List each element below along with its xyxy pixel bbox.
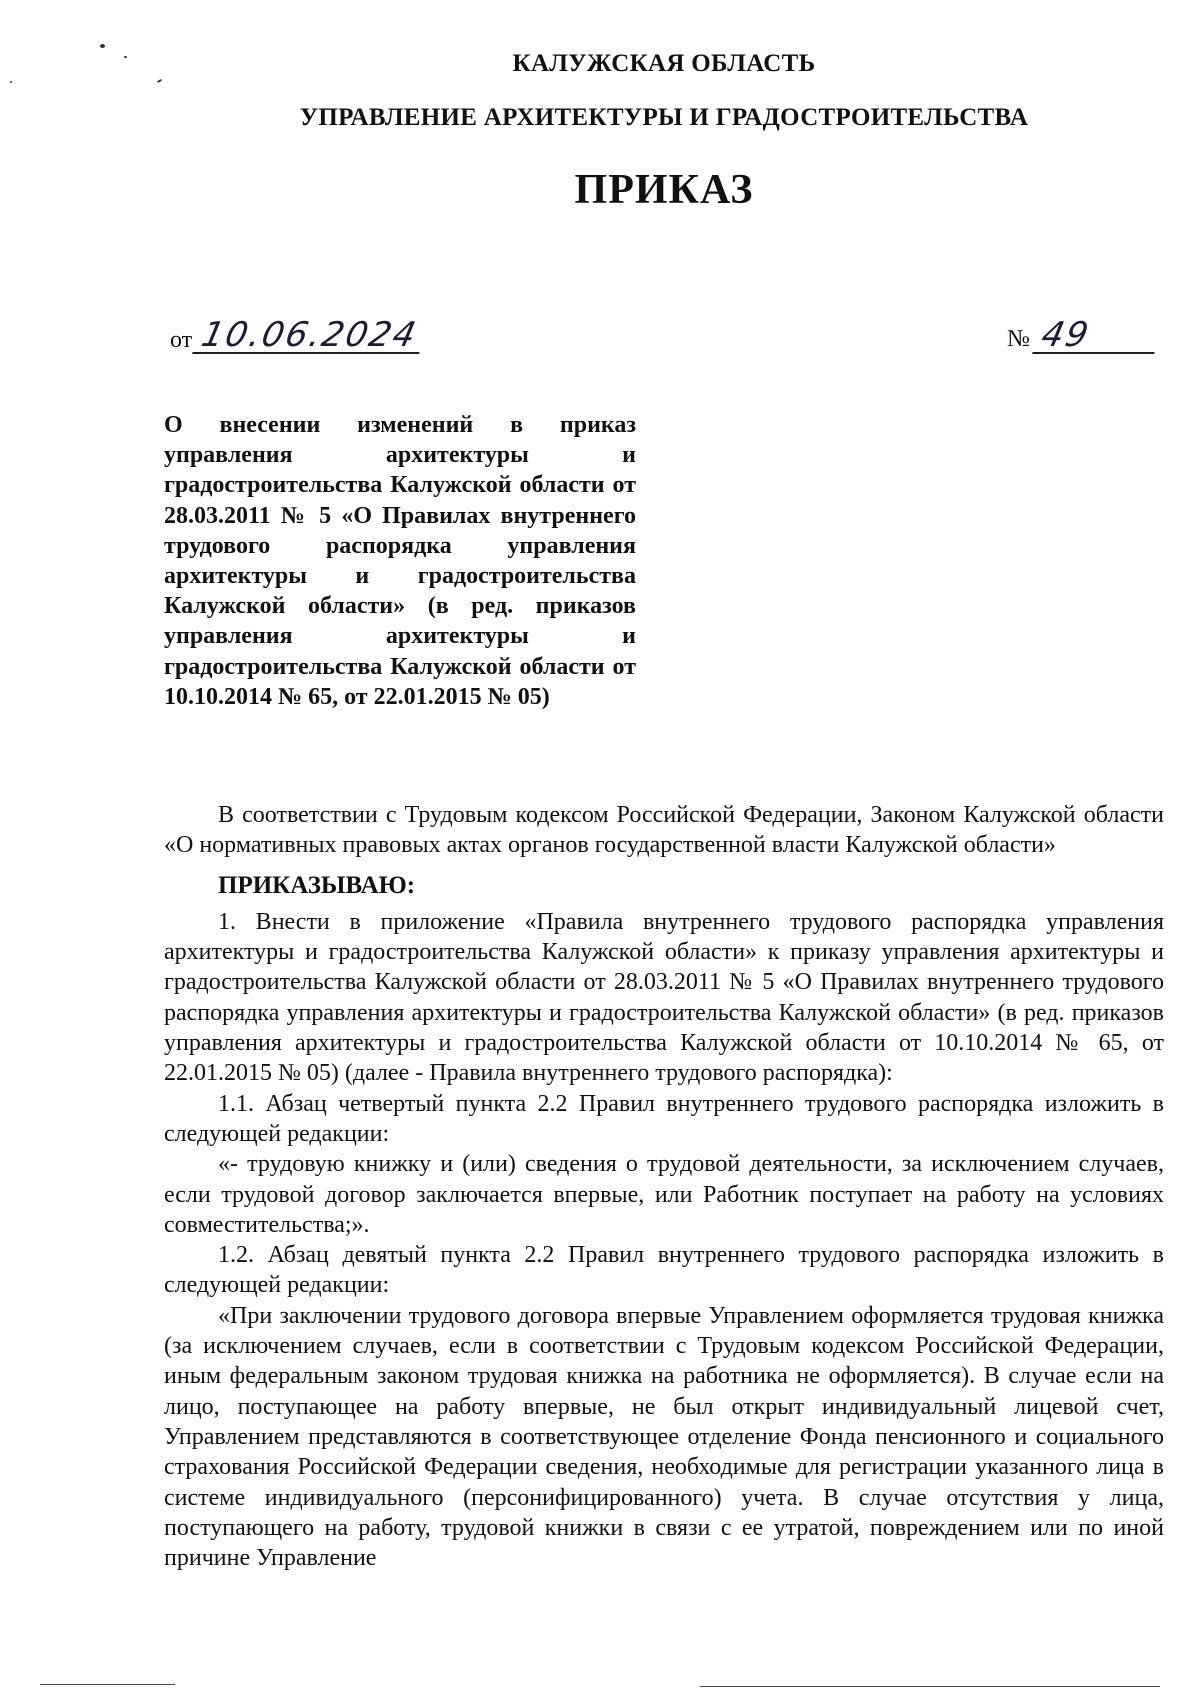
order-subject: О внесении изменений в приказ управления архитектуры и градостроительства Калужской области от 28.03.2011 № 5 «О Правилах внутреннего трудового распорядка управления архитектуры и градостроительства Калужской области» (в ред. приказов управления архитектуры и градостроительства Калужской области от 10.10.2014 № 65, от 22.01.2015 № 05) — [164, 412, 636, 710]
scan-speck — [100, 44, 105, 48]
item-1-2-text-paragraph: «При заключении трудового договора впервые Управлением оформляется трудовая книжка (за исключением случаев, если в соответствии с Трудовым кодексом Российской Федерации, иным федеральным законом трудовая книжка на работника не оформляется). В случае если на лицо, поступающее на работу впервые, не был открыт индивидуальный лицевой счет, Управлением представляются в соответствующее отделение Фонда пенсионного и социального страхования Российской Федерации сведения, необходимые для регистрации указанного лица в системе индивидуального (персонифицированного) учета. В случае отсутствия у лица, поступающего на работу, трудовой книжки в связи с ее утратой, повреждением или по иной причине Управление — [164, 1302, 1164, 1572]
handwritten-number: 49 — [1032, 318, 1162, 354]
scan-speck — [124, 56, 127, 58]
department-heading: УПРАВЛЕНИЕ АРХИТЕКТУРЫ И ГРАДОСТРОИТЕЛЬСТВА — [299, 104, 1029, 131]
date-prefix: от — [170, 327, 193, 353]
scan-speck — [10, 81, 12, 83]
region-heading: КАЛУЖСКАЯ ОБЛАСТЬ — [512, 50, 816, 77]
document-type-title: ПРИКАЗ — [574, 167, 754, 213]
order-number — [1007, 315, 1158, 355]
scan-speck — [157, 79, 162, 83]
item-1-paragraph: 1. Внести в приложение «Правила внутреннего трудового распорядка управления архитектуры и градостроительства Калужской области» к приказу управления архитектуры и градостроительства Калужской области от 28.03.2011 № 5 «О Правилах внутреннего трудового распорядка управления архитектуры и градостроительства Калужской области» (в ред. приказов управления архитектуры и градостроительства Калужской области от 10.10.2014 № 65, от 22.01.2015 № 05) (далее - Правила внутреннего трудового распорядка): — [164, 908, 1164, 1087]
item-1-1-text-paragraph: «- трудовую книжку и (или) сведения о трудовой деятельности, за исключением случаев, если трудовой договор заключается впервые, или Работник поступает на работу на условиях совместительства;». — [164, 1151, 1164, 1238]
handwritten-date: 10.06.2024 — [192, 318, 426, 354]
order-date — [170, 315, 423, 355]
bottom-scan-rule — [700, 1686, 1160, 1687]
bottom-scan-rule — [40, 1684, 175, 1685]
order-word: ПРИКАЗЫВАЮ: — [218, 871, 416, 899]
number-prefix: № — [1007, 326, 1030, 352]
order-body — [164, 800, 1164, 1573]
item-1-1-paragraph: 1.1. Абзац четвертый пункта 2.2 Правил внутреннего трудового распорядка изложить в следующей редакции: — [164, 1090, 1164, 1147]
item-1-2-paragraph: 1.2. Абзац девятый пункта 2.2 Правил внутреннего трудового распорядка изложить в следующей редакции: — [164, 1242, 1164, 1299]
preamble-paragraph: В соответствии с Трудовым кодексом Российской Федерации, Законом Калужской области «О нормативных правовых актах органов государственной власти Калужской области» — [164, 802, 1164, 859]
